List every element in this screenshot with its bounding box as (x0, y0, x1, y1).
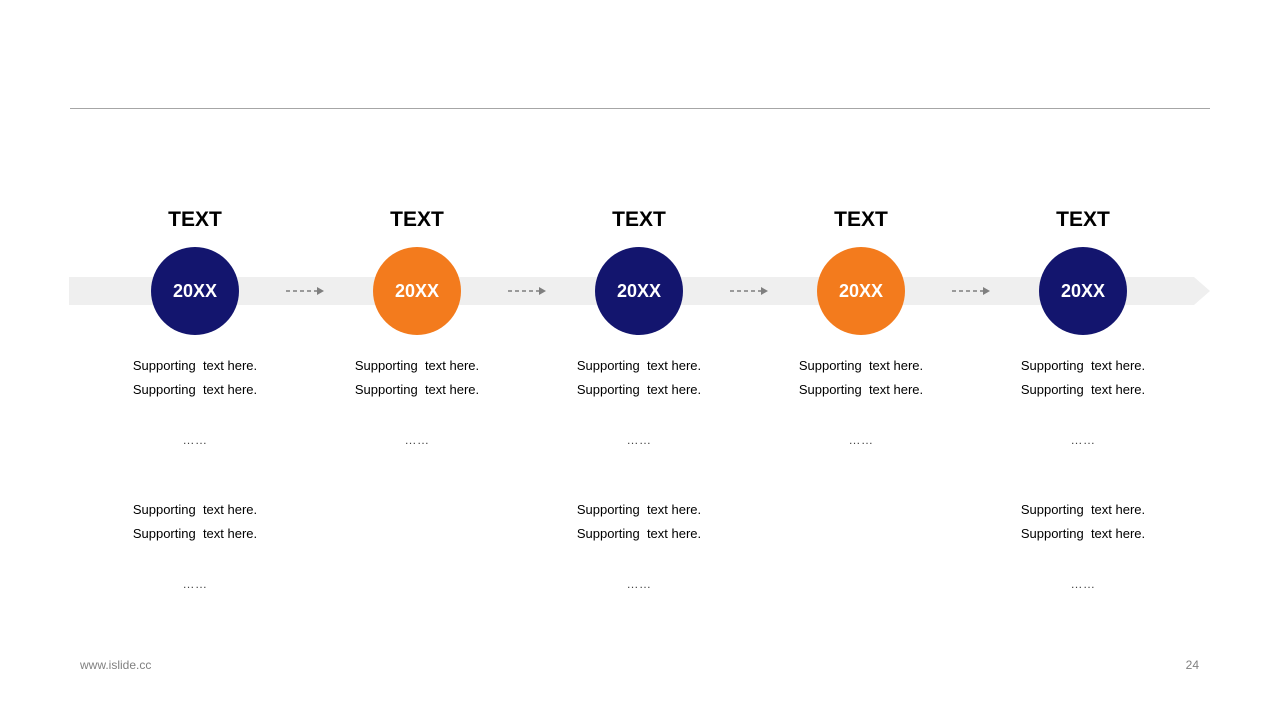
step-year-circle (151, 247, 239, 335)
step-title: TEXT (612, 208, 666, 231)
ellipsis-text: …… (182, 577, 208, 591)
footer-url: www.islide.cc (80, 658, 152, 672)
supporting-text: Supporting text here. (1020, 526, 1146, 541)
supporting-text: Supporting text here. (132, 382, 258, 397)
timeline-step (307, 0, 527, 720)
step-title: TEXT (834, 208, 888, 231)
supporting-text: Supporting text here. (576, 382, 702, 397)
step-title: TEXT (1056, 208, 1110, 231)
step-year: 20XX (172, 280, 218, 301)
supporting-text: Supporting text here. (576, 526, 702, 541)
step-year-circle (817, 247, 905, 335)
ellipsis-text: …… (1070, 433, 1096, 447)
ellipsis-text: …… (182, 433, 208, 447)
timeline-step (973, 0, 1193, 720)
page-number: 24 (1185, 658, 1199, 672)
ellipsis-text: …… (1070, 577, 1096, 591)
step-year-circle (1039, 247, 1127, 335)
supporting-text: Supporting text here. (132, 502, 258, 517)
step-year: 20XX (1060, 280, 1106, 301)
supporting-text: Supporting text here. (576, 502, 702, 517)
supporting-text: Supporting text here. (354, 358, 480, 373)
step-title: TEXT (168, 208, 222, 231)
timeline-step (529, 0, 749, 720)
supporting-text: Supporting text here. (1020, 502, 1146, 517)
step-year: 20XX (394, 280, 440, 301)
timeline-step (85, 0, 305, 720)
ellipsis-text: …… (626, 433, 652, 447)
step-year-circle (373, 247, 461, 335)
supporting-text: Supporting text here. (354, 382, 480, 397)
step-year: 20XX (838, 280, 884, 301)
supporting-text: Supporting text here. (798, 358, 924, 373)
step-year: 20XX (616, 280, 662, 301)
supporting-text: Supporting text here. (132, 526, 258, 541)
step-year-circle (595, 247, 683, 335)
step-title: TEXT (390, 208, 444, 231)
ellipsis-text: …… (626, 577, 652, 591)
supporting-text: Supporting text here. (132, 358, 258, 373)
ellipsis-text: …… (404, 433, 430, 447)
ellipsis-text: …… (848, 433, 874, 447)
supporting-text: Supporting text here. (1020, 358, 1146, 373)
supporting-text: Supporting text here. (576, 358, 702, 373)
supporting-text: Supporting text here. (1020, 382, 1146, 397)
timeline-step (751, 0, 971, 720)
supporting-text: Supporting text here. (798, 382, 924, 397)
